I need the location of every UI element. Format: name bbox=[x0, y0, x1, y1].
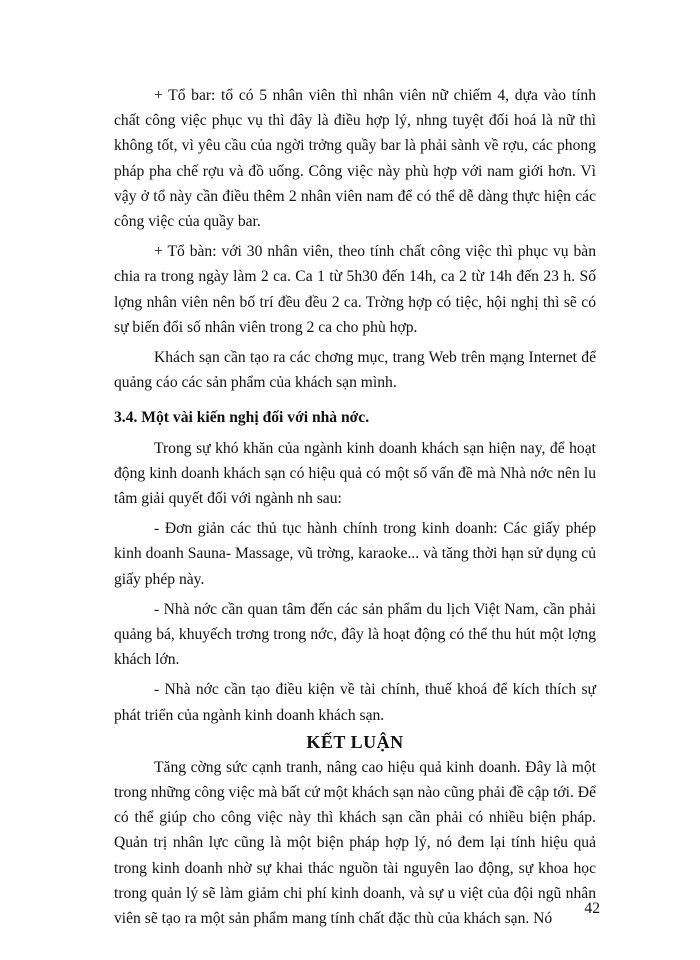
paragraph-table-team: + Tổ bàn: với 30 nhân viên, theo tính chất công việc thì phục vụ bàn chia ra trong ngày làm 2 ca. Ca 1 từ 5h30 đến 14h, ca 2 từ 14h đến 23 h. Số lợng nhân viên nên bố trí đều đều 2 ca. Trờng hợp có tiệc, hội nghị thì sẽ có sự biến đổi số nhân viên trong 2 ca cho phù hợp. bbox=[114, 243, 596, 336]
paragraph-tourism-promotion: - Nhà nớc cần quan tâm đến các sản phẩm du lịch Việt Nam, cần phải quảng bá, khuyếch trơng trong nớc, đây là hoạt động có thể thu hút một lợng khách lớn. bbox=[114, 600, 596, 669]
paragraph-website: Khách sạn cần tạo ra các chơng mục, trang Web trên mạng Internet để quảng cáo các sản phẩm của khách sạn mình. bbox=[114, 349, 596, 392]
paragraph-conclusion: Tăng cờng sức cạnh tranh, nâng cao hiệu quả kinh doanh. Đây là một trong những công việc mà bất cứ một khách sạn nào cũng phải đề cập tới. Để có thể giúp cho công việc này thì khách sạn cần phải có nhiều biện pháp. Quản trị nhân lực cũng là một biện pháp hợp lý, nó đem lại tính hiệu quả trong kinh doanh nhờ sự khai thác nguồn tài nguyên lao động, sự khoa học trong quản lý sẽ làm giảm chi phí kinh doanh, và sự u việt của đội ngũ nhân viên sẽ tạo ra một sản phẩm mang tính chất đặc thù của khách sạn. Nó bbox=[114, 758, 596, 928]
paragraph-state-intro: Trong sự khó khăn của ngành kinh doanh khách sạn hiện nay, để hoạt động kinh doanh khách sạn có hiệu quả có một số vấn đề mà Nhà nớc nên lu tâm giải quyết đối với ngành nh sau: bbox=[114, 439, 596, 508]
paragraph-bar-team: + Tổ bar: tổ có 5 nhân viên thì nhân viên nữ chiếm 4, dựa vào tính chất công việc phục vụ thì đây là điều hợp lý, nhng tuyệt đối hoá là nữ thì không tốt, vì yêu cầu của ngời trởng quầy bar là phải sành về rợu, các phong pháp pha chế rợu và đồ uống. Công việc này phù hợp với nam giới hơn. Vì vậy ở tổ này cần điều thêm 2 nhân viên nam để có thể dễ dàng thực hiện các công việc của quầy bar. bbox=[114, 87, 596, 231]
body-text bbox=[114, 83, 596, 931]
page-number: 42 bbox=[584, 900, 600, 917]
paragraph-admin-procedures: - Đơn giản các thủ tục hành chính trong kinh doanh: Các giấy phép kinh doanh Sauna- Massage, vũ trờng, karaoke... và tăng thời hạn sử dụng củ giấy phép này. bbox=[114, 520, 596, 588]
paragraph-financial-support: - Nhà nớc cần tạo điều kiện về tài chính, thuế khoá để kích thích sự phát triển của ngành kinh doanh khách sạn. bbox=[114, 681, 596, 724]
section-heading: 3.4. Một vài kiến nghị đối với nhà nớc. bbox=[114, 409, 370, 427]
conclusion-heading: KẾT LUẬN bbox=[306, 731, 404, 752]
